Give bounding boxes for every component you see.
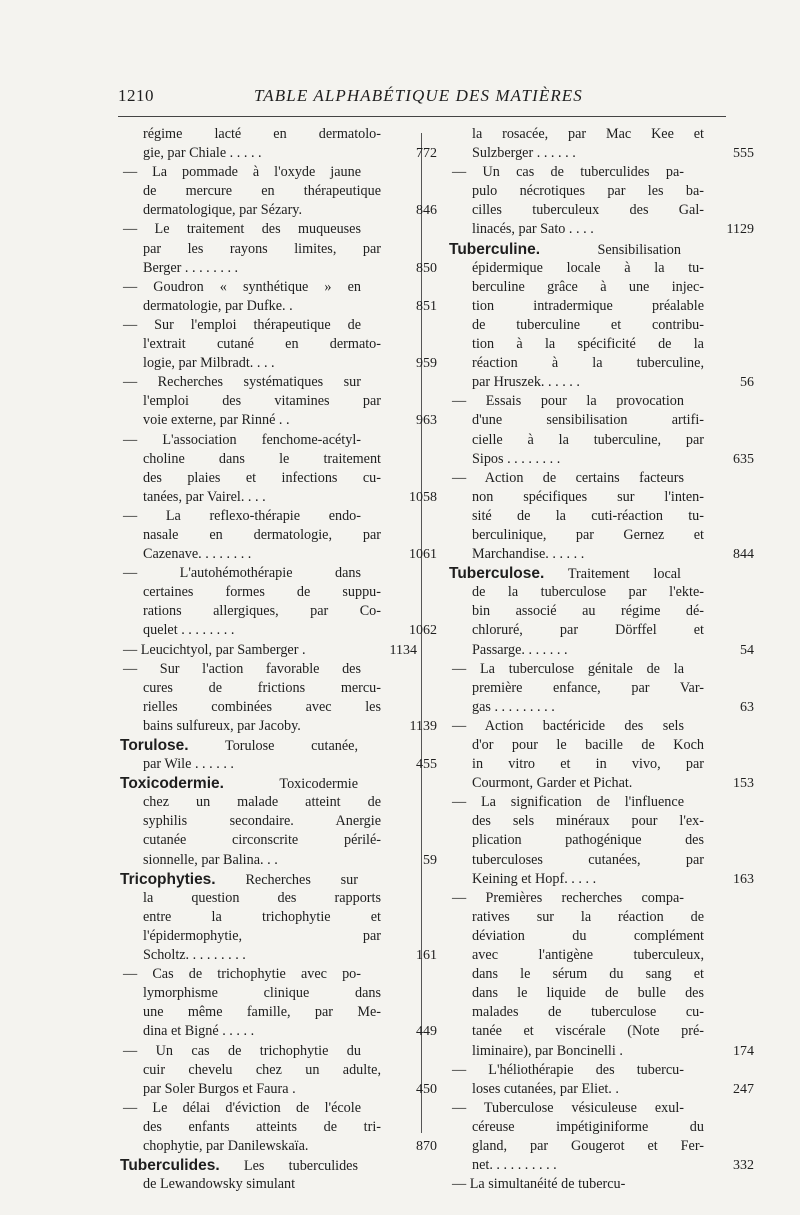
page-number: 1210 xyxy=(118,86,154,105)
entry-line xyxy=(120,297,437,316)
page-ref: 635 xyxy=(733,451,754,467)
entry-line xyxy=(449,1175,684,1194)
entry-line xyxy=(120,507,361,526)
index-entry xyxy=(120,965,437,1041)
page-ref: 455 xyxy=(416,757,437,773)
entry-line xyxy=(120,144,437,163)
entry-line xyxy=(120,1022,437,1041)
line-text: de la tuberculose par l'ekte- xyxy=(472,584,704,601)
line-text: — Sur l'action favorable des xyxy=(123,660,361,677)
line-text: — Un cas de tuberculides pa- xyxy=(452,164,684,181)
entry-line xyxy=(449,774,754,793)
line-text: linacés, par Sato . . . . xyxy=(472,221,594,238)
entry-line xyxy=(449,679,704,698)
index-entry xyxy=(120,163,437,220)
line-text: chloruré, par Dörffel et xyxy=(472,622,704,639)
index-entry xyxy=(449,717,754,793)
line-text: in vitro et in vivo, par xyxy=(472,756,704,773)
entry-line xyxy=(120,1118,381,1137)
index-headword-entry xyxy=(120,1156,404,1194)
entry-line xyxy=(120,927,381,946)
line-text: ratives sur la réaction de xyxy=(472,908,704,925)
line-text: — Sur l'emploi thérapeutique de xyxy=(123,316,361,333)
line-text: de Lewandowsky simulant xyxy=(143,1176,296,1193)
line-text: — La simultanéité de tubercu- xyxy=(452,1176,626,1193)
line-text: gland, par Gougerot et Fer- xyxy=(472,1137,704,1154)
index-entry xyxy=(120,507,437,564)
entry-line xyxy=(449,1080,754,1099)
line-text: cuir chevelu chez un adulte, xyxy=(143,1061,381,1078)
line-text: dans le liquide de bulle des xyxy=(472,985,704,1002)
index-entry xyxy=(120,316,437,373)
line-text: cilles tuberculeux des Gal- xyxy=(472,202,704,219)
index-entry xyxy=(120,220,437,277)
index-entry xyxy=(449,125,754,163)
line-text: tion à la spécificité de la xyxy=(472,336,704,353)
line-text: de tuberculine et contribu- xyxy=(472,316,704,333)
index-entry xyxy=(449,1099,754,1175)
line-text: déviation du complément xyxy=(472,927,704,944)
line-text: choline dans le traitement xyxy=(143,450,381,467)
line-text: — Le traitement des muqueuses xyxy=(123,221,361,238)
headword: Tricophyties. xyxy=(120,870,216,888)
line-text: — L'autohémothérapie dans xyxy=(123,565,361,582)
line-text: dermatologique, par Sézary. xyxy=(143,202,303,219)
line-text: sité de la cuti-réaction tu- xyxy=(472,507,704,524)
line-text: réaction à la tuberculine, xyxy=(472,355,704,372)
entry-line xyxy=(120,965,361,984)
index-entry xyxy=(120,278,437,316)
entry-line xyxy=(449,1099,684,1118)
page-ref: 555 xyxy=(733,146,754,162)
entry-line xyxy=(120,564,361,583)
page-ref: 449 xyxy=(416,1024,437,1040)
entry-line xyxy=(120,373,361,392)
headword: Tuberculides. xyxy=(120,1157,220,1175)
entry-line xyxy=(449,335,704,354)
index-headword-entry xyxy=(120,736,437,774)
entry-line xyxy=(449,965,704,984)
line-text: — Goudron « synthétique » en xyxy=(123,278,361,295)
entry-line xyxy=(449,1061,684,1080)
entry-line xyxy=(120,698,381,717)
page-ref: 174 xyxy=(733,1043,754,1059)
entry-line xyxy=(449,240,681,259)
line-text: — Recherches systématiques sur xyxy=(123,374,361,391)
entry-line xyxy=(120,1156,358,1175)
line-text: Recherches sur xyxy=(245,871,358,888)
entry-line xyxy=(449,278,704,297)
line-text: Courmont, Garder et Pichat. xyxy=(472,775,633,792)
line-text: Keining et Hopf. . . . . xyxy=(472,870,597,887)
page-ref: 332 xyxy=(733,1158,754,1174)
page-ref: 851 xyxy=(416,298,437,314)
line-text: malades de tuberculose cu- xyxy=(472,1004,704,1021)
line-text: plication pathogénique des xyxy=(472,832,704,849)
entry-line xyxy=(120,450,381,469)
entry-line xyxy=(120,812,381,831)
entry-line xyxy=(449,526,704,545)
index-entry xyxy=(449,163,754,239)
page-ref: 161 xyxy=(416,948,437,964)
line-text: — La signification de l'influence xyxy=(452,794,684,811)
entry-line xyxy=(120,1137,437,1156)
entry-line xyxy=(449,793,684,812)
index-headword-entry xyxy=(449,240,754,393)
line-text: — Le délai d'éviction de l'école xyxy=(123,1099,361,1116)
line-text: des enfants atteints de tri- xyxy=(143,1118,381,1135)
line-text: dina et Bigné . . . . . xyxy=(143,1023,255,1040)
entry-line xyxy=(120,1099,361,1118)
line-text: tanées, par Vairel. . . . xyxy=(143,488,266,505)
entry-line xyxy=(449,1156,754,1175)
entry-line xyxy=(120,220,361,239)
page-ref: 450 xyxy=(416,1081,437,1097)
entry-line xyxy=(120,736,358,755)
page-ref: 54 xyxy=(740,642,754,658)
entry-line xyxy=(449,812,704,831)
line-text: tanée et viscérale (Note pré- xyxy=(472,1023,704,1040)
line-text: l'épidermophytie, par xyxy=(143,927,381,944)
entry-line xyxy=(120,125,381,144)
line-text: par Hruszek. . . . . . xyxy=(472,374,580,391)
line-text: — La reflexo-thérapie endo- xyxy=(123,507,361,524)
entry-line xyxy=(120,870,358,889)
page-header xyxy=(118,86,726,112)
line-text: céreuse impétiginiforme du xyxy=(472,1118,704,1135)
entry-line xyxy=(449,1022,704,1041)
entry-line xyxy=(449,450,754,469)
entry-line xyxy=(120,660,361,679)
entry-line xyxy=(120,526,381,545)
entry-line xyxy=(120,240,381,259)
page-ref: 959 xyxy=(416,356,437,372)
index-headword-entry xyxy=(120,870,437,965)
line-text: rielles combinées avec les xyxy=(143,698,381,715)
line-text: par les rayons limites, par xyxy=(143,240,381,257)
entry-line xyxy=(449,698,754,717)
entry-line xyxy=(449,602,704,621)
line-text: liminaire), par Boncinelli . xyxy=(472,1042,623,1059)
page-ref: 56 xyxy=(740,375,754,391)
index-entry xyxy=(120,1042,437,1099)
index-entry xyxy=(449,889,754,1061)
page-ref: 163 xyxy=(733,871,754,887)
entry-line xyxy=(449,411,704,430)
entry-line xyxy=(449,297,704,316)
entry-line xyxy=(449,831,704,850)
page-ref: 63 xyxy=(740,699,754,715)
line-text: Marchandise. . . . . . xyxy=(472,546,585,563)
running-title: TABLE ALPHABÉTIQUE DES MATIÈRES xyxy=(254,86,583,105)
entry-line xyxy=(449,354,704,373)
line-text: voie externe, par Rinné . . xyxy=(143,412,290,429)
entry-line xyxy=(449,564,681,583)
entry-line xyxy=(120,831,381,850)
header-rule xyxy=(118,116,726,117)
entry-line xyxy=(120,908,381,927)
entry-line xyxy=(120,392,381,411)
entry-line xyxy=(120,755,437,774)
entry-line xyxy=(449,488,704,507)
line-text: Traitement local xyxy=(567,566,682,583)
entry-line xyxy=(120,163,361,182)
line-text: première enfance, par Var- xyxy=(472,679,704,696)
line-text: l'emploi des vitamines par xyxy=(143,393,381,410)
entry-line xyxy=(449,545,754,564)
line-text: Sipos . . . . . . . . xyxy=(472,450,561,467)
entry-line xyxy=(449,1042,754,1061)
entry-line xyxy=(449,755,704,774)
line-text: net. . . . . . . . . . xyxy=(472,1157,557,1174)
line-text: la question des rapports xyxy=(143,889,381,906)
line-text: certaines formes de suppu- xyxy=(143,584,381,601)
line-text: cutanée circonscrite périlé- xyxy=(143,832,381,849)
page-ref: 247 xyxy=(733,1081,754,1097)
line-text: Passarge. . . . . . . xyxy=(472,641,568,658)
line-text: bin associé au régime dé- xyxy=(472,603,704,620)
index-entry xyxy=(120,660,437,736)
page-ref: 1134 xyxy=(389,642,417,658)
line-text: berculinique, par Gernez et xyxy=(472,526,704,543)
entry-line xyxy=(449,641,754,660)
entry-line xyxy=(449,220,754,239)
index-entry xyxy=(120,373,437,430)
entry-line xyxy=(449,259,704,278)
entry-line xyxy=(449,851,704,870)
index-entry xyxy=(449,660,754,717)
index-entry xyxy=(449,469,754,564)
entry-line xyxy=(449,889,684,908)
index-entry xyxy=(120,431,437,507)
entry-line xyxy=(120,278,361,297)
headword: Toxicodermie. xyxy=(120,775,224,793)
entry-line xyxy=(449,927,704,946)
line-text: nasale en dermatologie, par xyxy=(143,526,381,543)
left-column xyxy=(120,125,437,1194)
entry-line xyxy=(449,392,684,411)
line-text: d'or pour le bacille de Koch xyxy=(472,737,704,753)
entry-line xyxy=(120,1042,361,1061)
line-text: — Premières recherches compa- xyxy=(452,889,684,906)
page-ref: 1062 xyxy=(409,623,437,639)
line-text: gie, par Chiale . . . . . xyxy=(143,145,262,162)
entry-line xyxy=(120,201,437,220)
index-entry xyxy=(120,1099,437,1156)
index-entry xyxy=(120,125,437,163)
line-text: bains sulfureux, par Jacoby. xyxy=(143,717,301,734)
entry-line xyxy=(449,144,754,163)
headword: Tuberculose. xyxy=(449,565,545,583)
entry-line xyxy=(120,583,381,602)
line-text: Cazenave. . . . . . . . xyxy=(143,546,252,563)
entry-line xyxy=(120,717,437,736)
entry-line xyxy=(120,946,437,965)
line-text: lymorphisme clinique dans xyxy=(143,985,381,1002)
line-text: — Action de certains facteurs xyxy=(452,469,684,486)
entry-line xyxy=(449,1118,704,1137)
page-ref: 844 xyxy=(733,547,754,563)
index-entry xyxy=(449,793,754,888)
entry-line xyxy=(449,182,704,201)
line-text: — L'héliothérapie des tubercu- xyxy=(452,1061,684,1078)
index-headword-entry xyxy=(120,774,437,869)
line-text: loses cutanées, par Eliet. . xyxy=(472,1080,619,1097)
entry-line xyxy=(120,335,381,354)
entry-line xyxy=(449,1137,704,1156)
line-text: des sels minéraux pour l'ex- xyxy=(472,813,704,830)
entry-line xyxy=(120,469,381,488)
line-text: quelet . . . . . . . . xyxy=(143,622,235,639)
page-ref: 153 xyxy=(733,776,754,792)
line-text: Les tuberculides xyxy=(243,1158,359,1175)
entry-line xyxy=(120,1175,381,1194)
entry-line xyxy=(449,870,754,889)
line-text: pulo nécrotiques par les ba- xyxy=(472,183,704,200)
line-text: dans le sérum du sang et xyxy=(472,966,704,983)
line-text: tion intradermique préalable xyxy=(472,297,704,314)
line-text: sionnelle, par Balina. . . xyxy=(143,851,278,868)
entry-line xyxy=(449,431,704,450)
line-text: dermatologie, par Dufke. . xyxy=(143,297,293,314)
line-text: Toxicodermie xyxy=(279,776,358,793)
entry-line xyxy=(120,411,437,430)
right-column xyxy=(449,125,754,1194)
line-text: une même famille, par Me- xyxy=(143,1004,381,1021)
line-text: chez un malade atteint de xyxy=(143,794,381,811)
line-text: cielle à la tuberculine, par xyxy=(472,431,704,448)
line-text: cures de frictions mercu- xyxy=(143,679,381,696)
entry-line xyxy=(120,354,437,373)
line-text: Sensibilisation xyxy=(597,241,681,258)
entry-line xyxy=(120,679,381,698)
line-text: la rosacée, par Mac Kee et xyxy=(472,126,704,142)
page-ref: 870 xyxy=(416,1138,437,1154)
index-entry xyxy=(120,641,417,660)
entry-line xyxy=(449,717,684,736)
line-text: des plaies et infections cu- xyxy=(143,469,381,486)
entry-line xyxy=(120,851,437,870)
page-ref: 963 xyxy=(416,413,437,429)
line-text: avec l'antigène tuberculeux, xyxy=(472,947,704,964)
entry-line xyxy=(449,621,704,640)
page-ref: 1139 xyxy=(409,718,437,734)
page-ref: 1129 xyxy=(726,222,754,238)
line-text: logie, par Milbradt. . . . xyxy=(143,355,275,372)
page-ref: 59 xyxy=(423,852,437,868)
line-text: régime lacté en dermatolo- xyxy=(143,126,381,142)
index-entry xyxy=(449,1061,754,1099)
page-ref: 1061 xyxy=(409,547,437,563)
line-text: — Leucichtyol, par Samberger . xyxy=(123,641,306,658)
entry-line xyxy=(120,1080,437,1099)
line-text: — Tuberculose vésiculeuse exul- xyxy=(452,1099,684,1116)
line-text: de mercure en thérapeutique xyxy=(143,183,381,200)
line-text: Scholtz. . . . . . . . . xyxy=(143,947,246,964)
entry-line xyxy=(449,316,704,335)
entry-line xyxy=(449,507,704,526)
line-text: berculine grâce à une injec- xyxy=(472,278,704,295)
index-entry xyxy=(120,564,437,640)
entry-line xyxy=(120,431,361,450)
entry-line xyxy=(449,946,704,965)
page-ref: 1058 xyxy=(409,489,437,505)
entry-line xyxy=(120,793,381,812)
entry-line xyxy=(120,641,417,660)
line-text: — Action bactéricide des sels xyxy=(452,717,684,734)
entry-line xyxy=(120,1061,381,1080)
entry-line xyxy=(120,602,381,621)
entry-line xyxy=(120,889,381,908)
index-headword-entry xyxy=(449,564,754,659)
entry-line xyxy=(449,469,684,488)
line-text: — La tuberculose génitale de la xyxy=(452,660,684,677)
line-text: épidermique locale à la tu- xyxy=(472,259,704,276)
entry-line xyxy=(449,125,704,144)
entry-line xyxy=(120,621,437,640)
page-ref: 772 xyxy=(416,146,437,162)
line-text: l'extrait cutané en dermato- xyxy=(143,336,381,353)
line-text: rations allergiques, par Co- xyxy=(143,603,381,620)
entry-line xyxy=(449,1003,704,1022)
line-text: chophytie, par Danilewskaïa. xyxy=(143,1137,309,1154)
line-text: Torulose cutanée, xyxy=(225,738,359,754)
entry-line xyxy=(449,583,704,602)
entry-line xyxy=(449,373,754,392)
index-entry xyxy=(449,392,754,468)
entry-line xyxy=(120,316,361,335)
line-text: — La pommade à l'oxyde jaune xyxy=(123,164,361,181)
page-ref: 846 xyxy=(416,203,437,219)
entry-line xyxy=(120,984,381,1003)
page-ref: 850 xyxy=(416,260,437,276)
line-text: Sulzberger . . . . . . xyxy=(472,145,576,162)
line-text: d'une sensibilisation artifi- xyxy=(472,412,704,429)
line-text: — L'association fenchome-acétyl- xyxy=(123,431,361,448)
entry-line xyxy=(120,1003,381,1022)
line-text: tuberculoses cutanées, par xyxy=(472,851,704,868)
line-text: — Essais pour la provocation xyxy=(452,393,684,410)
entry-line xyxy=(449,163,684,182)
entry-line xyxy=(449,984,704,1003)
headword: Tuberculine. xyxy=(449,240,541,258)
entry-line xyxy=(120,774,358,793)
entry-line xyxy=(120,488,437,507)
line-text: — Cas de trichophytie avec po- xyxy=(123,966,361,983)
entry-line xyxy=(449,660,684,679)
entry-line xyxy=(449,736,704,755)
line-text: — Un cas de trichophytie du xyxy=(123,1042,361,1059)
headword: Torulose. xyxy=(120,737,189,754)
entry-line xyxy=(449,908,704,927)
entry-line xyxy=(120,259,437,278)
line-text: non spécifiques sur l'inten- xyxy=(472,488,704,505)
line-text: par Soler Burgos et Faura . xyxy=(143,1080,296,1097)
line-text: entre la trichophytie et xyxy=(143,908,381,925)
line-text: par Wile . . . . . . xyxy=(143,756,234,773)
line-text: Berger . . . . . . . . xyxy=(143,259,239,276)
entry-line xyxy=(120,545,437,564)
index-entry xyxy=(449,1175,731,1194)
entry-line xyxy=(120,182,381,201)
line-text: gas . . . . . . . . . xyxy=(472,698,555,715)
line-text: syphilis secondaire. Anergie xyxy=(143,813,381,830)
entry-line xyxy=(449,201,704,220)
